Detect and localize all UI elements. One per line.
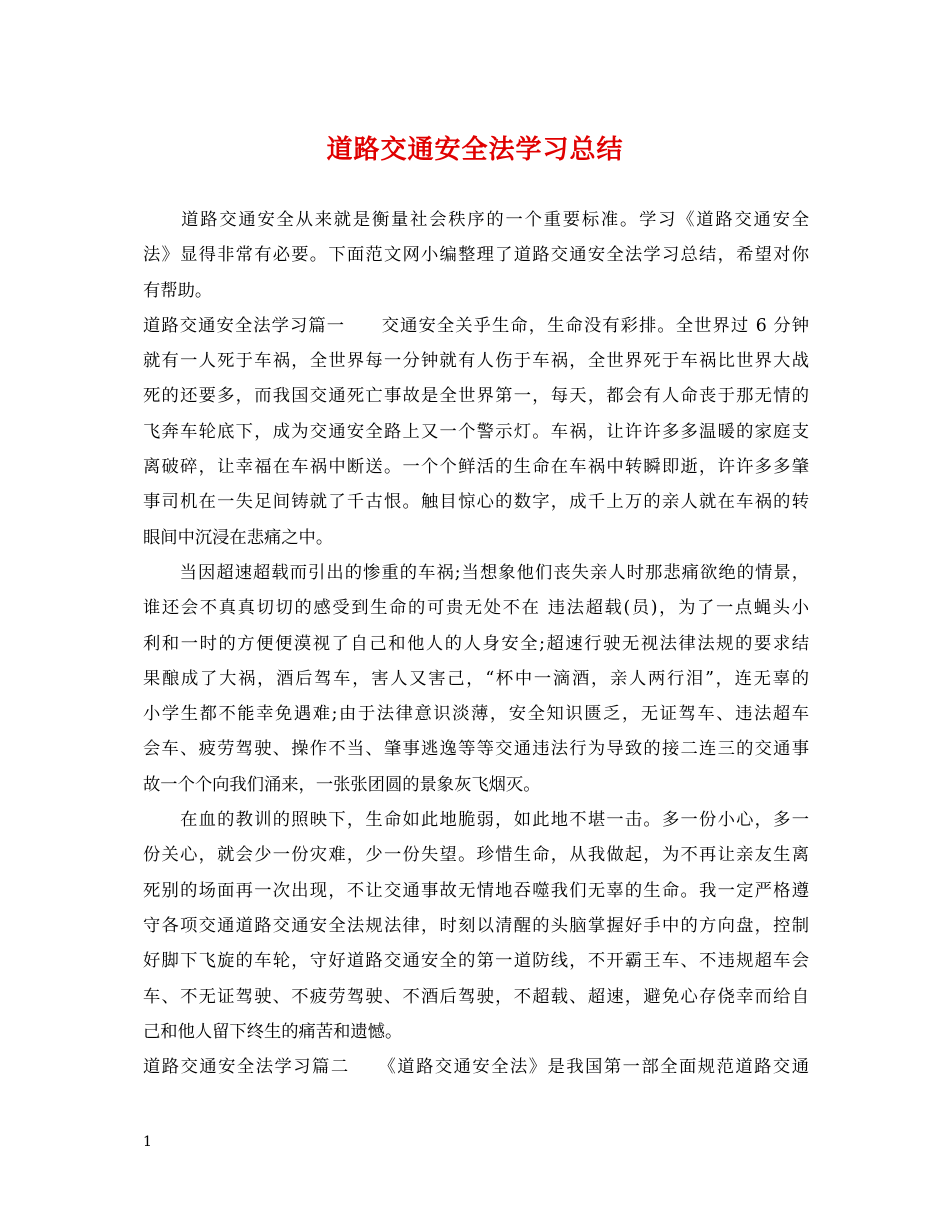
text-line: 会车、疲劳驾驶、操作不当、肇事逃逸等等交通违法行为导致的接二连三的交通事	[143, 739, 809, 760]
text-line: 道路交通安全法学习篇一 交通安全关乎生命，生命没有彩排。全世界过 6 分钟	[143, 315, 809, 336]
document-title: 道路交通安全法学习总结	[326, 135, 624, 165]
text-line: 果酿成了大祸，酒后驾车，害人又害己，“杯中一滴酒，亲人两行泪”，连无辜的	[143, 668, 809, 689]
text-line: 故一个个向我们涌来，一张张团圆的景象灰飞烟灭。	[143, 774, 541, 795]
text-line: 眼间中沉浸在悲痛之中。	[143, 527, 334, 548]
text-line: 份关心，就会少一份灾难，少一份失望。珍惜生命，从我做起，为不再让亲友生离	[143, 845, 809, 866]
text-line: 己和他人留下终生的痛苦和遗憾。	[143, 1021, 403, 1042]
text-line: 当因超速超载而引出的惨重的车祸;当想象他们丧失亲人时那悲痛欲绝的情景，	[143, 562, 809, 583]
text-line: 就有一人死于车祸，全世界每一分钟就有人伤于车祸，全世界死于车祸比世界大战	[143, 351, 809, 372]
page-number: 1	[143, 1134, 152, 1150]
text-line: 好脚下飞旋的车轮，守好道路交通安全的第一道防线，不开霸王车、不违规超车会	[143, 951, 809, 972]
text-line: 有帮助。	[143, 280, 213, 301]
text-line: 守各项交通道路交通安全法规法律，时刻以清醒的头脑掌握好手中的方向盘，控制	[143, 915, 809, 936]
text-line: 事司机在一失足间铸就了千古恨。触目惊心的数字，成千上万的亲人就在车祸的转	[143, 492, 809, 513]
text-line: 道路交通安全法学习篇二 《道路交通安全法》是我国第一部全面规范道路交通	[143, 1057, 809, 1078]
text-line: 死的还要多，而我国交通死亡事故是全世界第一，每天，都会有人命丧于那无情的	[143, 386, 809, 407]
document-body	[143, 203, 809, 1085]
text-line: 在血的教训的照映下，生命如此地脆弱，如此地不堪一击。多一份小心，多一	[143, 810, 809, 831]
text-line: 法》显得非常有必要。下面范文网小编整理了道路交通安全法学习总结，希望对你	[143, 245, 809, 266]
text-line: 道路交通安全从来就是衡量社会秩序的一个重要标准。学习《道路交通安全	[143, 210, 809, 230]
text-line: 死别的场面再一次出现，不让交通事故无情地吞噬我们无辜的生命。我一定严格遵	[143, 880, 809, 901]
text-line: 离破碎，让幸福在车祸中断送。一个个鲜活的生命在车祸中转瞬即逝，许许多多肇	[143, 457, 809, 478]
text-line: 谁还会不真真切切的感受到生命的可贵无处不在 违法超载(员)，为了一点蝇头小	[143, 598, 809, 619]
text-line: 车、不无证驾驶、不疲劳驾驶、不酒后驾驶，不超载、超速，避免心存侥幸而给自	[143, 986, 809, 1007]
text-line: 利和一时的方便便漠视了自己和他人的人身安全;超速行驶无视法律法规的要求结	[143, 633, 809, 654]
text-line: 小学生都不能幸免遇难;由于法律意识淡薄，安全知识匮乏，无证驾车、违法超车	[143, 704, 809, 725]
text-line: 飞奔车轮底下，成为交通安全路上又一个警示灯。车祸，让许许多多温暖的家庭支	[143, 421, 809, 442]
